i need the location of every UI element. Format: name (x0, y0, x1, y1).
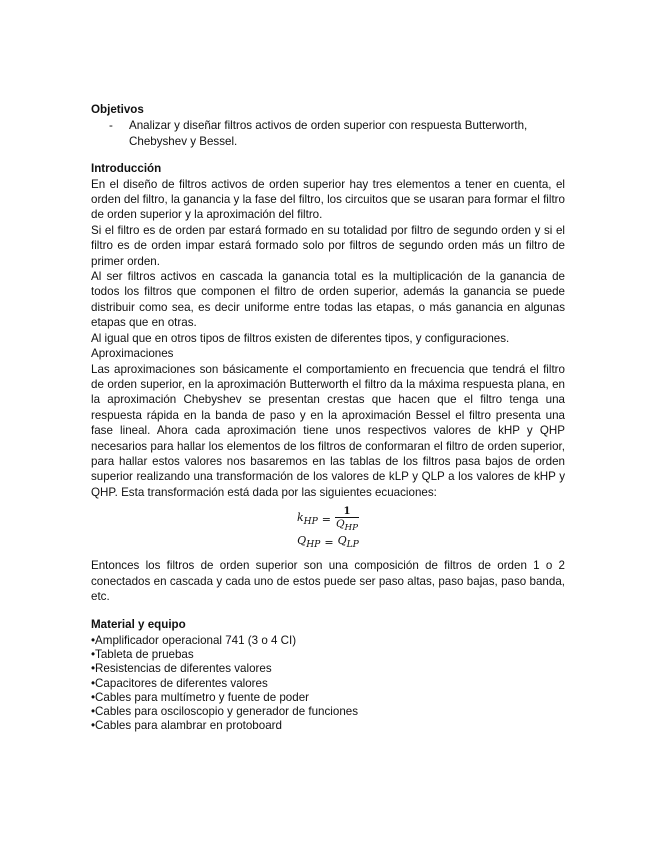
material-list (91, 634, 565, 733)
list-item: •Resistencias de diferentes valores (91, 662, 272, 676)
introduccion-heading: Introducción (91, 162, 162, 176)
intro-paragraph-3: Al ser filtros activos en cascada la ganancia total es la multiplicación de la ganancia de todos los filtros que componen el filtro de orden superior, además la ganancia se puede distribuir como sea, es decir uniforme entre todas las etapas, o más ganancia en algunas etapas que en otras. (91, 270, 565, 330)
list-item: •Tableta de pruebas (91, 648, 194, 662)
list-item: •Cables para alambrar en protoboard (91, 719, 282, 733)
material-heading: Material y equipo (91, 617, 186, 631)
after-equations-paragraph: Entonces los filtros de orden superior son una composición de filtros de orden 1 o 2 conectados en cascada y cada uno de estos puede ser paso altas, paso bajas, paso banda, etc. (91, 559, 565, 604)
equations (91, 506, 565, 552)
intro-paragraph-2: Si el filtro es de orden par estará formado en su totalidad por filtro de segundo orden y si el filtro es de orden impar estará formado solo por filtros de segundo orden más un filtro de primer orden. (91, 223, 565, 268)
intro-paragraph-4: Al igual que en otros tipos de filtros existen de diferentes tipos, y configuraciones. (91, 331, 510, 345)
objetivos-heading: Objetivos (91, 103, 144, 116)
list-item: •Cables para multímetro y fuente de poder (91, 690, 310, 704)
intro-paragraph-1: En el diseño de filtros activos de orden superior hay tres elementos a tener en cuenta, el orden del filtro, la ganancia y la fase del filtro, los circuitos que se usaran para formar el filtro de orden superior y la aproximación del filtro. (91, 177, 565, 222)
list-item: •Amplificador operacional 741 (3 o 4 CI) (91, 634, 297, 648)
equation-1: $k_{HP}$ = $\frac{1}{Q_{HP}}$ (296, 506, 359, 534)
equation-2: $Q_{HP}$ = $Q_{LP}$ (297, 534, 359, 551)
aproximaciones-subheading: Aproximaciones (91, 347, 174, 361)
document-page (91, 102, 565, 733)
list-item: •Cables para osciloscopio y generador de funciones (91, 705, 359, 719)
list-item: •Capacitores de diferentes valores (91, 676, 268, 690)
list-dash: - (109, 119, 113, 133)
objetivos-item-text: Analizar y diseñar filtros activos de orden superior con respuesta Butterworth, Chebyshev y Bessel. (129, 119, 528, 148)
objetivos-item (91, 118, 565, 149)
aproximaciones-paragraph: Las aproximaciones son básicamente el comportamiento en frecuencia que tendrá el filtro de orden superior, en la aproximación Butterworth el filtro da la máxima respuesta plana, en la aproximación Chebyshev se presentan crestas que hacen que el filtro tenga una respuesta rápida en la banda de paso y en la aproximación Bessel el filtro presenta una fase lineal. Ahora cada aproximación tiene unos respectivos valores de kHP y QHP necesarios para hallar los elementos de los filtros de conformaran el filtro de orden superior, para hallar estos valores nos basaremos en las tablas de los filtros pasa bajos de orden superior realizando una transformación de los valores de kLP y QLP a los valores de kHP y QHP. Esta transformación está dada por las siguientes ecuaciones: (91, 362, 565, 499)
